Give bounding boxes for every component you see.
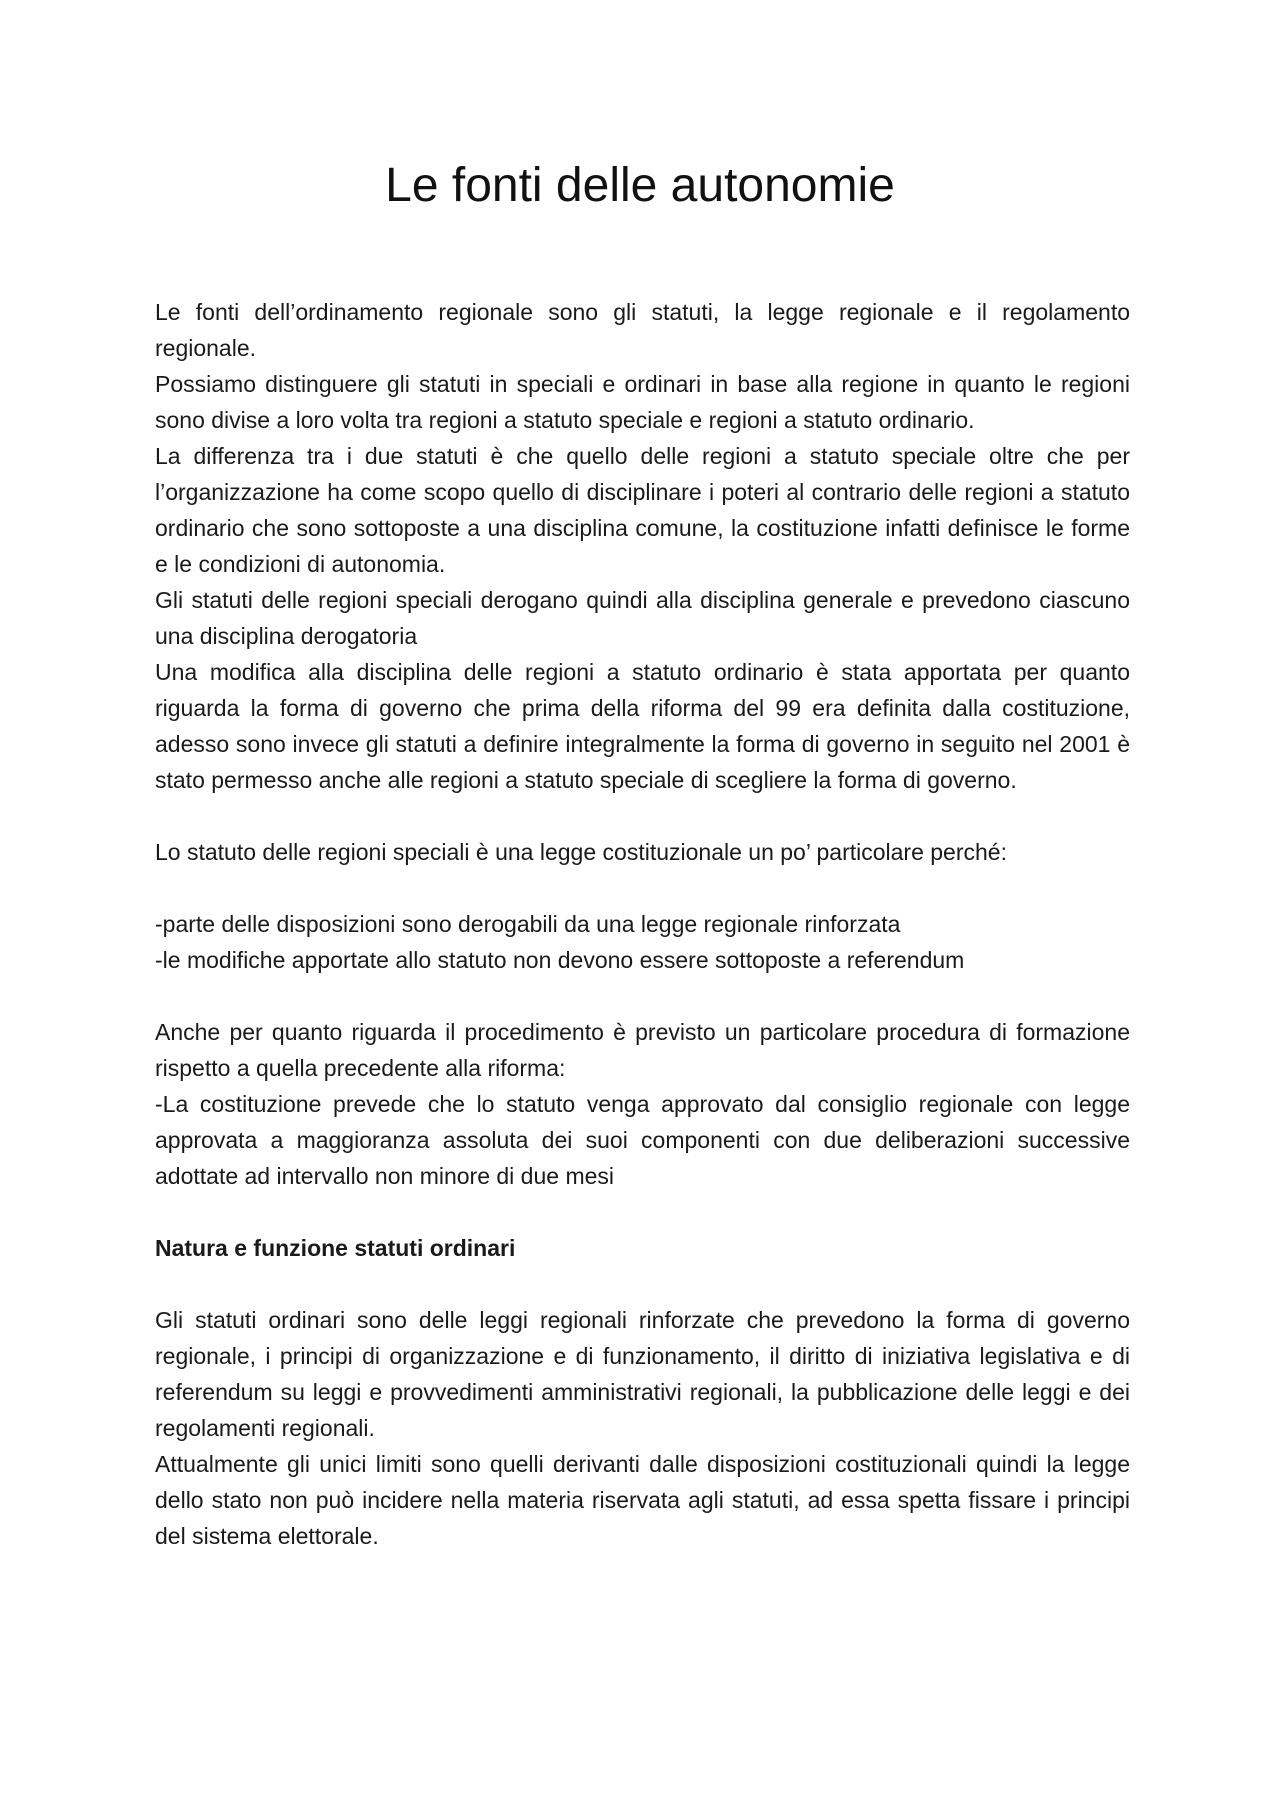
paragraph: Attualmente gli unici limiti sono quelli derivanti dalle disposizioni costituzionali quindi la legge dello stato non può incidere nella materia riservata agli statuti, ad essa spetta fissare i principi del sistema elettorale. — [155, 1451, 1130, 1549]
list-item: -parte delle disposizioni sono derogabili da una legge regionale rinforzata — [155, 911, 901, 937]
spacer — [155, 978, 1130, 1014]
paragraph: Anche per quanto riguarda il procedimento è previsto un particolare procedura di formazione rispetto a quella precedente alla riforma: — [155, 1019, 1130, 1081]
list-item: -le modifiche apportate allo statuto non devono essere sottoposte a referendum — [155, 947, 965, 973]
spacer — [155, 1194, 1130, 1230]
spacer — [155, 870, 1130, 906]
document-body — [155, 294, 1130, 1554]
paragraph: La differenza tra i due statuti è che quello delle regioni a statuto speciale oltre che per l’organizzazione ha come scopo quello di disciplinare i poteri al contrario delle regioni a statuto ordinario che sono sottoposte a una disciplina comune, la costituzione infatti definisce le forme e le condizioni di autonomia. — [155, 443, 1130, 577]
page-title: Le fonti delle autonomie — [385, 159, 895, 212]
paragraph: Gli statuti delle regioni speciali derogano quindi alla disciplina generale e prevedono ciascuno una disciplina derogatoria — [155, 587, 1130, 649]
paragraph: Possiamo distinguere gli statuti in speciali e ordinari in base alla regione in quanto le regioni sono divise a loro volta tra regioni a statuto speciale e regioni a statuto ordinario. — [155, 371, 1130, 433]
paragraph: Gli statuti ordinari sono delle leggi regionali rinforzate che prevedono la forma di governo regionale, i principi di organizzazione e di funzionamento, il diritto di iniziativa legislativa e di referendum su leggi e provvedimenti amministrativi regionali, la pubblicazione delle leggi e dei regolamenti regionali. — [155, 1307, 1130, 1441]
list-item: -La costituzione prevede che lo statuto venga approvato dal consiglio regionale con legge approvata a maggioranza assoluta dei suoi componenti con due deliberazioni successive adottate ad intervallo non minore di due mesi — [155, 1091, 1130, 1189]
spacer — [155, 1266, 1130, 1302]
paragraph: Lo statuto delle regioni speciali è una legge costituzionale un po’ particolare perché: — [155, 839, 1007, 865]
paragraph: Le fonti dell’ordinamento regionale sono gli statuti, la legge regionale e il regolamento regionale. — [155, 299, 1130, 361]
paragraph: Una modifica alla disciplina delle regioni a statuto ordinario è stata apportata per quanto riguarda la forma di governo che prima della riforma del 99 era definita dalla costituzione, adesso sono invece gli statuti a definire integralmente la forma di governo in seguito nel 2001 è stato permesso anche alle regioni a statuto speciale di scegliere la forma di governo. — [155, 659, 1130, 793]
section-heading: Natura e funzione statuti ordinari — [155, 1235, 516, 1261]
spacer — [155, 798, 1130, 834]
